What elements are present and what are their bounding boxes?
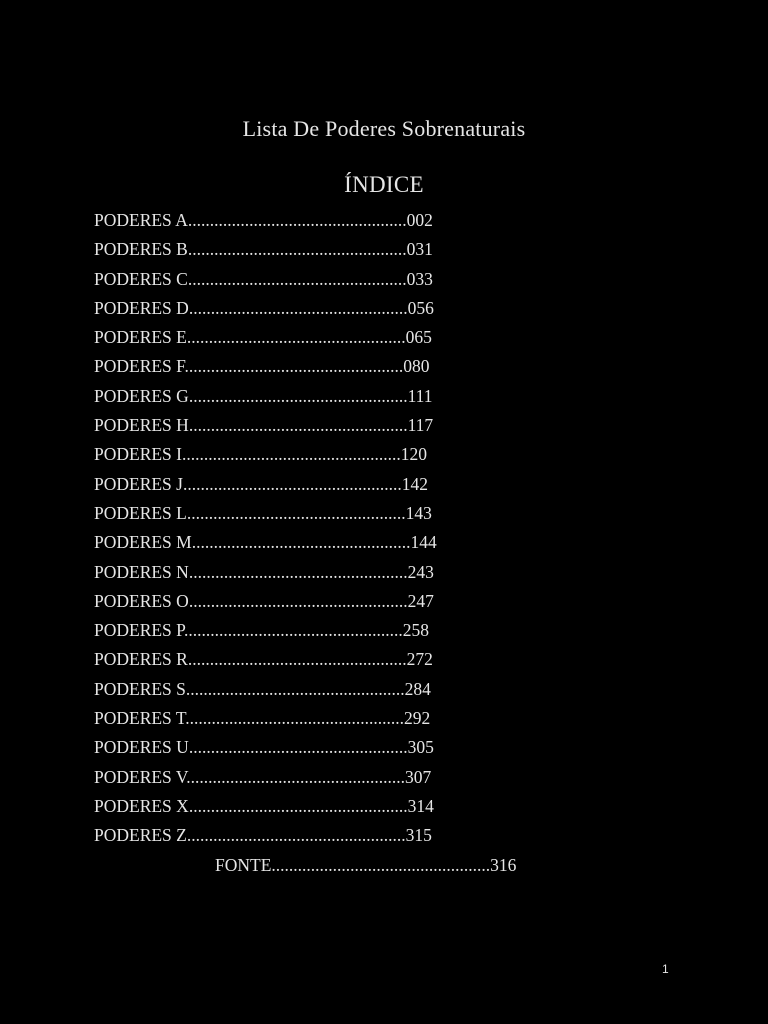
- toc-label: PODERES S: [94, 678, 186, 699]
- toc-leader: ..................................................: [186, 327, 406, 348]
- toc-entry-d[interactable]: [94, 294, 516, 323]
- toc-entry-e[interactable]: [94, 323, 516, 352]
- toc-page: 243: [407, 561, 434, 582]
- toc-entry-x[interactable]: [94, 792, 516, 821]
- toc-label: PODERES U: [94, 737, 189, 758]
- index-heading: ÍNDICE: [344, 172, 424, 197]
- toc-leader: ..................................................: [184, 356, 404, 377]
- toc-label: PODERES M: [94, 532, 192, 553]
- toc-page: 307: [404, 766, 432, 787]
- toc-entry-g[interactable]: [94, 382, 516, 411]
- toc-entry-o[interactable]: [94, 587, 516, 616]
- toc-entry-m[interactable]: [94, 528, 516, 557]
- toc-leader: ..................................................: [188, 737, 408, 758]
- toc-page: 117: [407, 415, 434, 436]
- toc-entry-z[interactable]: [94, 821, 516, 850]
- toc-label: PODERES N: [94, 561, 189, 582]
- document-title: Lista De Poderes Sobrenaturais: [242, 116, 526, 141]
- toc-label: PODERES O: [94, 590, 189, 611]
- toc-page: 002: [406, 210, 433, 230]
- toc-label: PODERES R: [94, 649, 188, 670]
- toc-page: 065: [405, 327, 432, 348]
- toc-label: PODERES X: [94, 795, 189, 816]
- toc-entry-s[interactable]: [94, 675, 516, 704]
- toc-leader: ..................................................: [187, 268, 407, 289]
- toc-entry-u[interactable]: [94, 733, 516, 762]
- toc-page: 284: [404, 678, 431, 699]
- toc-label: FONTE: [215, 854, 272, 875]
- toc-entry-c[interactable]: [94, 265, 516, 294]
- toc-leader: ..................................................: [188, 590, 408, 611]
- toc-label: PODERES H: [94, 415, 189, 436]
- page-number: 1: [662, 962, 669, 976]
- toc-page: 314: [407, 795, 434, 816]
- toc-leader: ..................................................: [188, 297, 408, 318]
- toc-leader: ..................................................: [187, 649, 407, 670]
- toc-page: 080: [403, 356, 430, 377]
- toc-leader: ..................................................: [188, 561, 408, 582]
- toc-leader: ..................................................: [183, 620, 403, 641]
- toc-page: 272: [406, 649, 433, 670]
- toc-page: 120: [400, 444, 427, 465]
- toc-leader: ..................................................: [187, 239, 407, 260]
- toc-page: 305: [407, 737, 434, 758]
- toc-entry-v[interactable]: [94, 763, 516, 792]
- toc-page: 316: [490, 854, 517, 875]
- toc-page: 258: [402, 620, 429, 641]
- toc-page: 056: [407, 297, 434, 318]
- toc-leader: ..................................................: [182, 473, 402, 494]
- toc-entry-p[interactable]: [94, 616, 516, 645]
- toc-entry-f[interactable]: [94, 352, 516, 381]
- toc-label: PODERES A: [94, 210, 188, 230]
- toc-entry-l[interactable]: [94, 499, 516, 528]
- toc-leader: ..................................................: [185, 708, 404, 729]
- toc-page: 292: [404, 708, 431, 729]
- toc-leader: ..................................................: [271, 854, 491, 875]
- toc-label: PODERES C: [94, 268, 188, 289]
- toc-label: PODERES V: [94, 766, 187, 787]
- toc-entry-b[interactable]: [94, 235, 516, 264]
- toc-page: 142: [401, 473, 428, 494]
- toc-entry-j[interactable]: [94, 470, 516, 499]
- toc-page: 033: [406, 268, 433, 289]
- toc-entry-fonte[interactable]: [94, 851, 516, 880]
- toc-page: 144: [410, 532, 437, 553]
- toc-label: PODERES G: [94, 385, 189, 406]
- toc-label: PODERES T: [94, 708, 186, 729]
- toc-entry-t[interactable]: [94, 704, 516, 733]
- toc-label: PODERES I: [94, 444, 182, 465]
- toc-label: PODERES E: [94, 327, 187, 348]
- toc-page: 315: [405, 825, 432, 846]
- toc-leader: ..................................................: [188, 385, 408, 406]
- toc-leader: ..................................................: [187, 210, 407, 230]
- toc-label: PODERES B: [94, 239, 188, 260]
- toc-entry-n[interactable]: [94, 558, 516, 587]
- toc-leader: ..................................................: [188, 795, 408, 816]
- toc-label: PODERES Z: [94, 825, 187, 846]
- toc-entry-i[interactable]: [94, 440, 516, 469]
- toc-leader: ..................................................: [191, 532, 411, 553]
- toc-page: 143: [405, 502, 432, 523]
- toc-label: PODERES J: [94, 473, 183, 494]
- toc-label: PODERES P: [94, 620, 184, 641]
- toc-label: PODERES L: [94, 502, 187, 523]
- toc-leader: ..................................................: [186, 766, 405, 787]
- toc-page: 031: [406, 239, 433, 260]
- toc-leader: ..................................................: [186, 502, 406, 523]
- toc-label: PODERES D: [94, 297, 189, 318]
- toc-leader: ..................................................: [182, 444, 401, 465]
- toc-leader: ..................................................: [188, 415, 408, 436]
- toc-entry-r[interactable]: [94, 645, 516, 674]
- toc-page: 247: [407, 590, 434, 611]
- toc-entry-h[interactable]: [94, 411, 516, 440]
- toc-page: 111: [407, 385, 433, 406]
- toc-leader: ..................................................: [185, 678, 405, 699]
- toc-leader: ..................................................: [186, 825, 406, 846]
- toc-entry-a[interactable]: [94, 206, 516, 235]
- table-of-contents: [94, 206, 516, 880]
- toc-label: PODERES F: [94, 356, 185, 377]
